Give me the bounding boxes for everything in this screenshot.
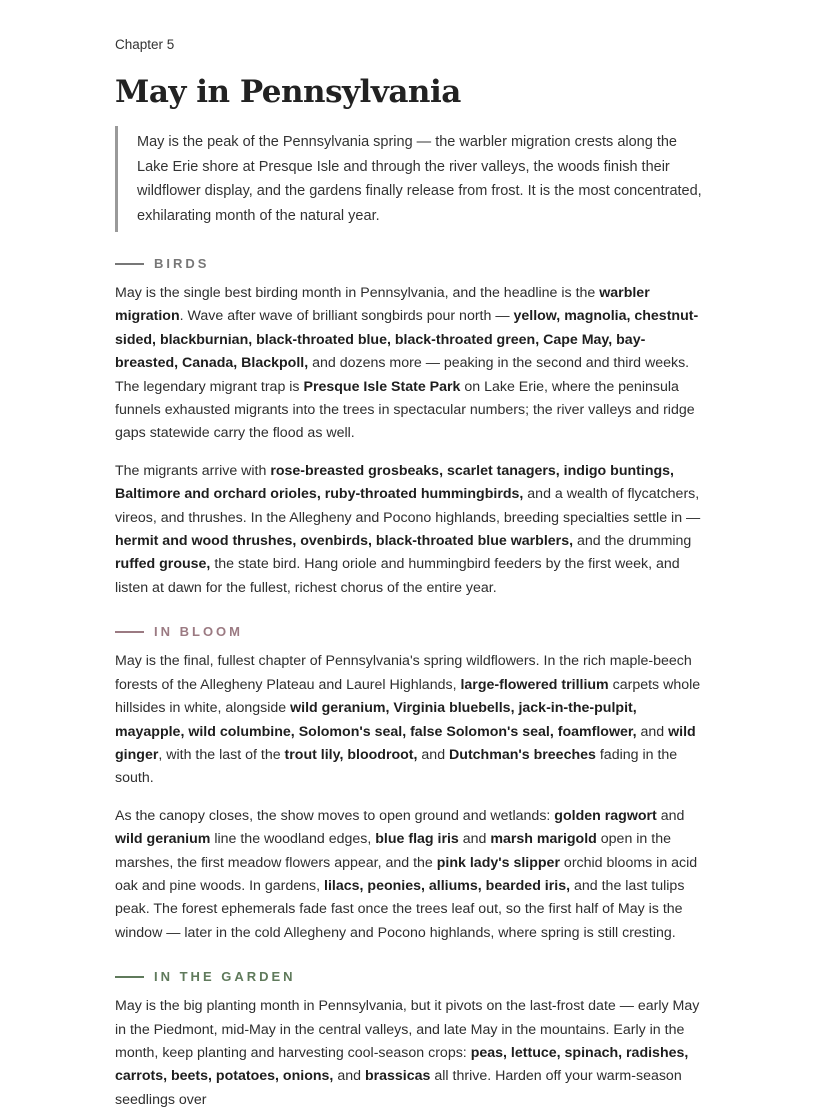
section-rule — [115, 976, 144, 978]
section-title: IN THE GARDEN — [154, 969, 296, 985]
emphasis-text: peas, lettuce, spinach, radishes, carrots, beets, potatoes, onions, — [115, 1044, 689, 1085]
body-text: on Lake Erie, where the peninsula funnels exhausted migrants into the trees in spectacular numbers; the river valleys and ridge gaps statewide carry the flood as well. — [115, 378, 695, 442]
emphasis-text: marsh marigold — [490, 831, 597, 848]
emphasis-text: golden ragwort — [554, 807, 657, 824]
section-paragraph — [115, 460, 705, 600]
body-text: The migrants arrive with — [115, 462, 271, 479]
emphasis-text: Dutchman's breeches — [449, 746, 596, 763]
section-heading-bloom — [115, 622, 705, 642]
section-rule — [115, 631, 144, 633]
body-text: the state bird. Hang oriole and hummingbird feeders by the first week, and listen at dawn for the fullest, richest chorus of the entire year. — [115, 556, 680, 596]
chapter-label: Chapter 5 — [115, 37, 175, 52]
intro-blockquote: May is the peak of the Pennsylvania spring — the warbler migration crests along the Lake Erie shore at Presque Isle and through the river valleys, the woods finish their wildflower display, and the gardens finally release from frost. It is the most concentrated, exhilarating month of the natural year. — [115, 126, 705, 232]
section-heading-garden — [115, 967, 705, 987]
emphasis-text: warbler migration — [115, 285, 650, 325]
emphasis-text: brassicas — [364, 1068, 431, 1085]
body-text: orchid blooms in acid oak and pine woods. In gardens, — [115, 854, 698, 894]
emphasis-text: rose-breasted grosbeaks, scarlet tanagers, indigo buntings, Baltimore and orchard orioles, ruby-throated hummingbirds, — [115, 462, 674, 503]
emphasis-text: wild geranium, Virginia bluebells, jack-in-the-pulpit, mayapple, wild columbine, Solomon's seal, false Solomon's seal, foamflower, — [115, 700, 637, 740]
emphasis-text: lilacs, peonies, alliums, bearded iris, — [324, 877, 571, 894]
body-text: and — [656, 807, 685, 824]
body-text: line the woodland edges, — [210, 831, 376, 848]
section-paragraph — [115, 282, 705, 446]
body-text: and dozens more — peaking in the second and third weeks. The legendary migrant trap is — [115, 355, 690, 395]
body-text: May is the big planting month in Pennsylvania, but it pivots on the last-frost date — early May in the Piedmont, mid-May in the central valleys, and late May in the mountains. Early in the month, keep planting and harvesting cool-season crops: — [115, 998, 700, 1061]
emphasis-text: wild geranium — [115, 831, 211, 848]
body-text: and the drumming — [573, 533, 692, 550]
body-text: . Wave after wave of brilliant songbirds pour north — — [179, 308, 514, 325]
page-title: May in Pennsylvania — [115, 74, 461, 110]
section-title: IN BLOOM — [154, 624, 243, 640]
section-paragraph — [115, 995, 705, 1112]
chapter-content — [115, 36, 705, 1112]
body-text: May is the final, fullest chapter of Pennsylvania's spring wildflowers. In the rich maple-beech forests of the Allegheny Plateau and Laurel Highlands, — [115, 653, 692, 693]
section-title: BIRDS — [154, 256, 210, 271]
emphasis-text: hermit and wood thrushes, ovenbirds, black-throated blue warblers, — [115, 533, 574, 550]
body-text: and — [417, 746, 450, 763]
emphasis-text: pink lady's slipper — [436, 854, 560, 871]
body-text: May is the single best birding month in Pennsylvania, and the headline is the — [115, 285, 600, 301]
body-text: and — [636, 723, 669, 740]
emphasis-text: Presque Isle State Park — [303, 378, 461, 395]
body-text: and — [333, 1068, 365, 1085]
body-text: As the canopy closes, the show moves to open ground and wetlands: — [115, 807, 555, 824]
sections-container — [115, 254, 705, 1112]
body-text: fading in the south. — [115, 746, 678, 787]
emphasis-text: wild ginger — [115, 723, 696, 763]
emphasis-text: blue flag iris — [375, 831, 459, 848]
body-text: , with the last of the — [158, 746, 285, 763]
emphasis-text: ruffed grouse, — [115, 556, 211, 573]
body-text: all thrive. Harden off your warm-season seedlings over — [115, 1068, 682, 1108]
emphasis-text: large-flowered trillium — [460, 676, 609, 693]
body-text: carpets whole hillsides in white, alongside — [115, 676, 701, 717]
body-text: and a wealth of flycatchers, vireos, and thrushes. In the Allegheny and Pocono highlands, breeding specialties settle in — — [115, 486, 701, 526]
body-text: open in the marshes, the first meadow flowers appear, and the — [115, 831, 671, 871]
body-text: and — [458, 831, 491, 848]
emphasis-text: yellow, magnolia, chestnut-sided, blackburnian, black-throated blue, black-throated green, Cape May, bay-breasted, Canada, Blackpoll, — [115, 308, 699, 372]
emphasis-text: trout lily, bloodroot, — [284, 746, 418, 763]
section-heading-birds — [115, 254, 705, 274]
section-paragraph — [115, 805, 705, 945]
body-text: and the last tulips peak. The forest ephemerals fade fast once the trees leaf out, so the first half of May is the window — later in the cold Allegheny and Pocono highlands, where spring is still cresting. — [115, 877, 685, 941]
section-paragraph — [115, 650, 705, 790]
section-rule — [115, 263, 144, 265]
